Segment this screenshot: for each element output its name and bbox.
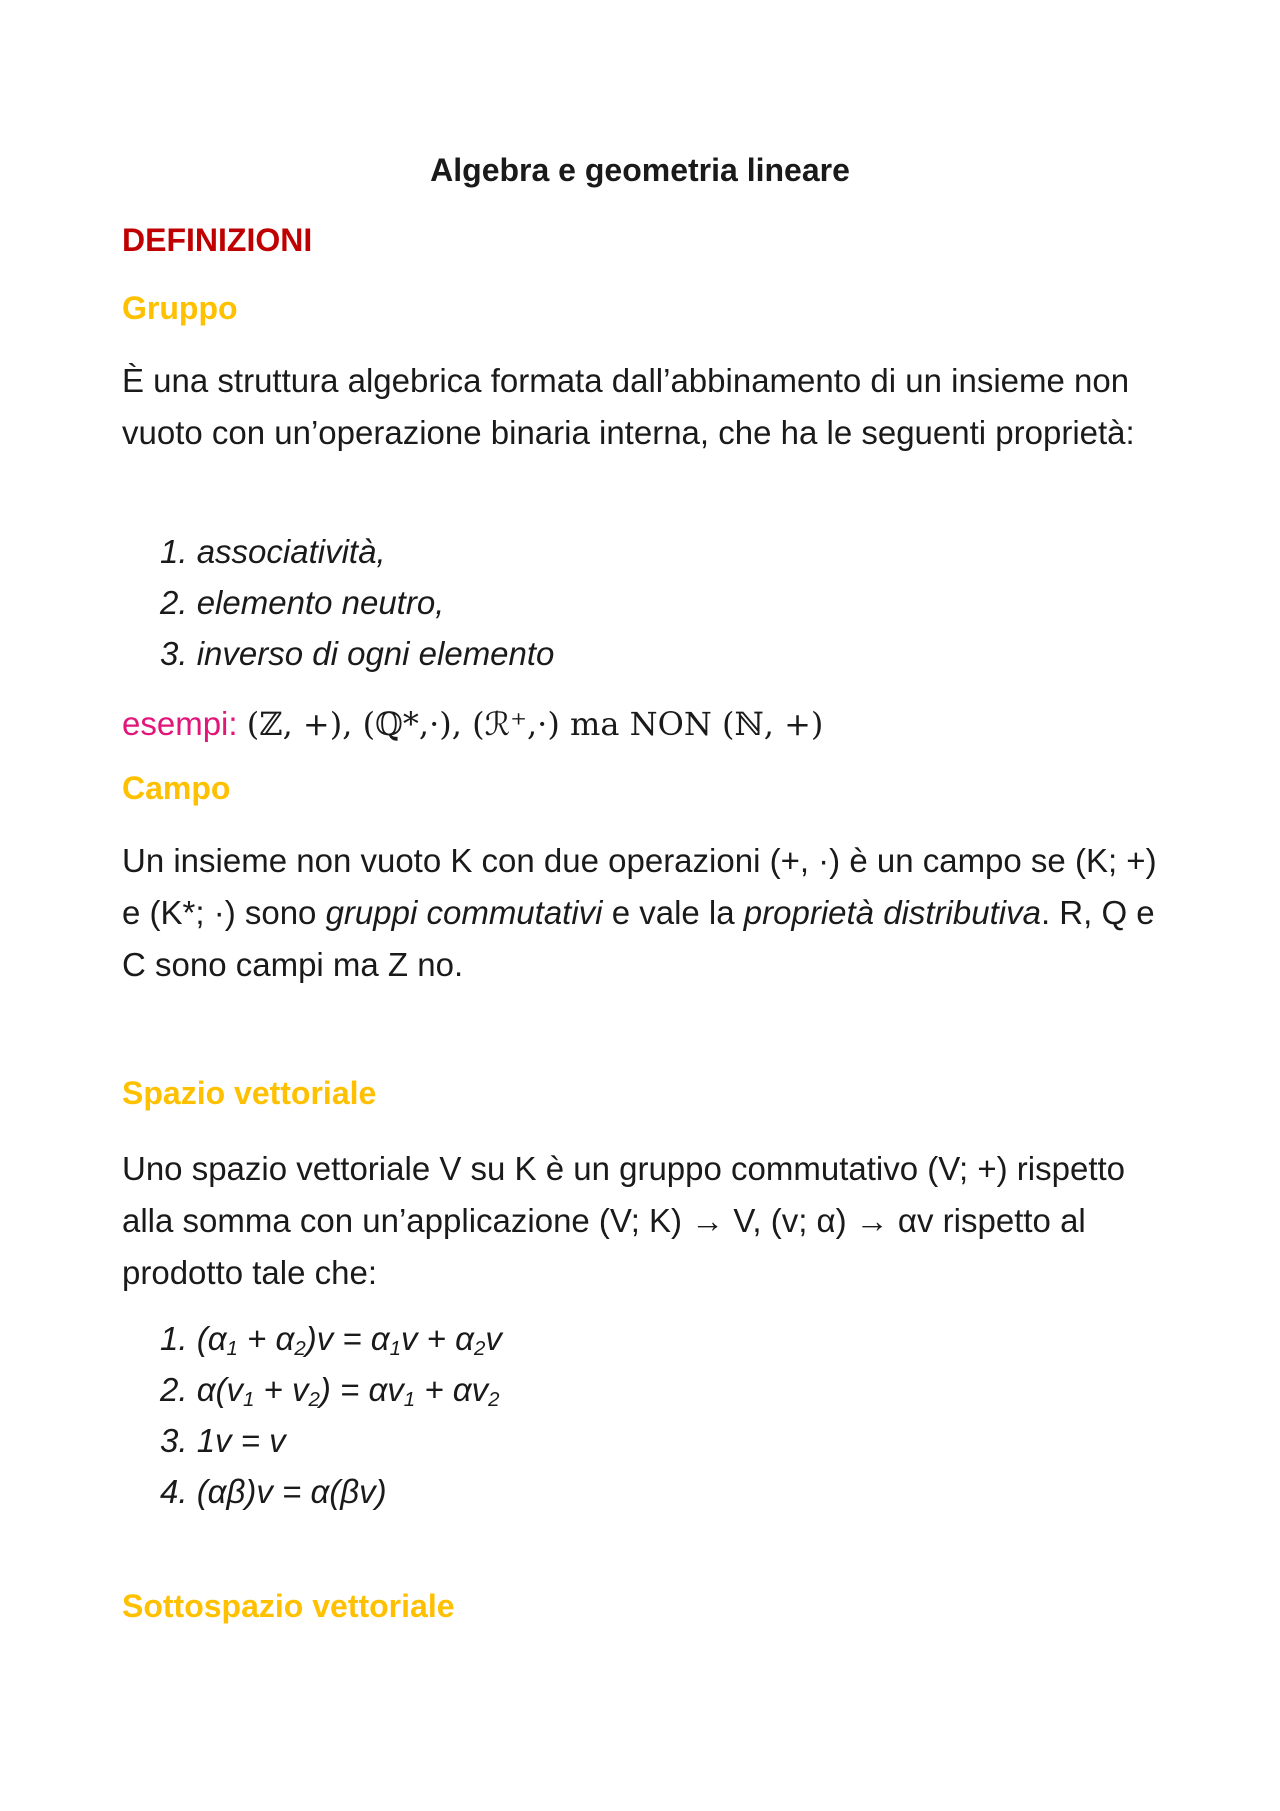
document-title: Algebra e geometria lineare [430,152,850,188]
list-item: 4. (αβ)v = α(βv) [160,1473,387,1510]
list-item: 1. $(\alpha_1 + \alpha_2)v = \alpha_1v + \alpha_2v$ [160,1320,502,1361]
emphasis-run: gruppi commutativi [325,894,603,931]
text-run: e vale la [602,894,744,931]
heading-gruppo: Gruppo [122,290,238,326]
emphasis-run: proprietà distributiva [743,894,1041,931]
list-item: 2. $\alpha(v_1 + v_2) = \alpha v_1 + \alpha v_2$ [160,1371,500,1412]
heading-campo: Campo [122,770,231,806]
paragraph-spazio-vettoriale: Uno spazio vettoriale V su K è un gruppo commutativo (V; +) rispetto alla somma con un’applicazione (V; K) → V, (v; α) → αv rispetto al prodotto tale che: [122,1150,1126,1291]
list-item: 2. elemento neutro, [160,584,445,621]
list-item: 3. 1v = v [160,1422,286,1459]
paragraph-gruppo: È una struttura algebrica formata dall’abbinamento di un insieme non vuoto con un’operazione binaria interna, che ha le seguenti proprietà: [122,362,1135,451]
section-heading-definizioni: DEFINIZIONI [122,222,313,258]
examples-label: esempi: [122,705,238,742]
list-item: 3. inverso di ogni elemento [160,635,555,672]
list-gruppo-properties [160,526,554,679]
list-spazio-axioms [160,1313,502,1517]
heading-spazio-vettoriale: Spazio vettoriale [122,1075,377,1111]
examples-line [122,705,823,743]
list-item: 1. associatività, [160,533,386,570]
heading-sottospazio-vettoriale: Sottospazio vettoriale [122,1588,455,1624]
paragraph-campo [122,835,1182,991]
examples-math: (ℤ, +), (ℚ*,·), (ℛ⁺,·) ma NON (ℕ, +) [246,705,824,743]
text-run: Un insieme non vuoto K con due operazioni (+, ·) è un campo se (K; +) e (K*; ·) sono [122,842,1157,931]
text-run: . R, Q e C sono campi ma Z no. [122,894,1155,983]
